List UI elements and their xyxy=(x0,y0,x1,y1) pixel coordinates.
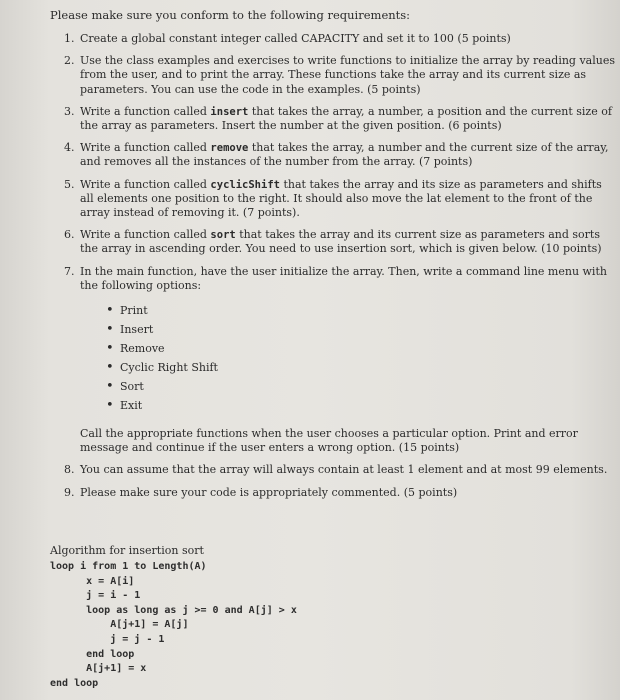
requirement-item-9: 9. Please make sure your code is appropriately commented. (5 points) xyxy=(78,486,618,500)
insertion-sort-pseudocode: loop i from 1 to Length(A) x = A[i] j = i - 1 loop as long as j >= 0 and A[j] > x A[j+1] = A[j] j = j - 1 end loop A[j+1] = x end loop xyxy=(50,561,297,689)
requirement-item-3: 3. Write a function called insert that takes the array, a number, a position and the current size of the array as parameters. Insert the number at the given position. (6 points) xyxy=(78,105,618,133)
menu-option: • Cyclic Right Shift xyxy=(106,358,618,377)
requirement-item-7: 7. In the main function, have the user initialize the array. Then, write a command line menu with the following options: • Print • Insert • Remove • Cyclic Right Shift • Sort • Exit Call the appropriate functions when the user chooses a particular option. Print and error message and continue if the user enters a wrong option. (15 points) xyxy=(78,265,618,456)
function-name-remove: remove xyxy=(210,142,249,155)
requirement-item-1: 1. Create a global constant integer called CAPACITY and set it to 100 (5 points) xyxy=(78,32,618,46)
function-name-sort: sort xyxy=(210,229,236,242)
function-name-insert: insert xyxy=(210,105,249,118)
menu-option: • Insert xyxy=(106,320,618,339)
requirement-item-5: 5. Write a function called cyclicShift that takes the array and its size as parameters and shifts all elements one position to the right. It should also move the lat element to the front of the array instead of removing it. (7 points). xyxy=(78,178,618,221)
requirement-item-6: 6. Write a function called sort that takes the array and its current size as parameters and sorts the array in ascending order. You need to use insertion sort, which is given below. (10 points) xyxy=(78,228,618,256)
requirement-item-2: 2. Use the class examples and exercises to write functions to initialize the array by reading values from the user, and to print the array. These functions take the array and its current size as parameters. You can use the code in the examples. (5 points) xyxy=(78,54,618,97)
menu-option: • Exit xyxy=(106,396,618,415)
requirements-list xyxy=(52,32,618,508)
menu-options-list xyxy=(80,301,618,415)
menu-option: • Print xyxy=(106,301,618,320)
intro-text: Please make sure you conform to the following requirements: xyxy=(50,8,411,22)
requirement-item-8: 8. You can assume that the array will always contain at least 1 element and at most 99 elements. xyxy=(78,463,618,477)
menu-option: • Sort xyxy=(106,377,618,396)
algorithm-title: Algorithm for insertion sort xyxy=(50,544,204,557)
menu-instructions: Call the appropriate functions when the user chooses a particular option. Print and error message and continue if the user enters a wrong option. (15 points) xyxy=(80,427,578,455)
requirement-item-4: 4. Write a function called remove that takes the array, a number and the current size of the array, and removes all the instances of the number from the array. (7 points) xyxy=(78,141,618,169)
menu-option: • Remove xyxy=(106,339,618,358)
function-name-cyclicshift: cyclicShift xyxy=(210,178,280,191)
